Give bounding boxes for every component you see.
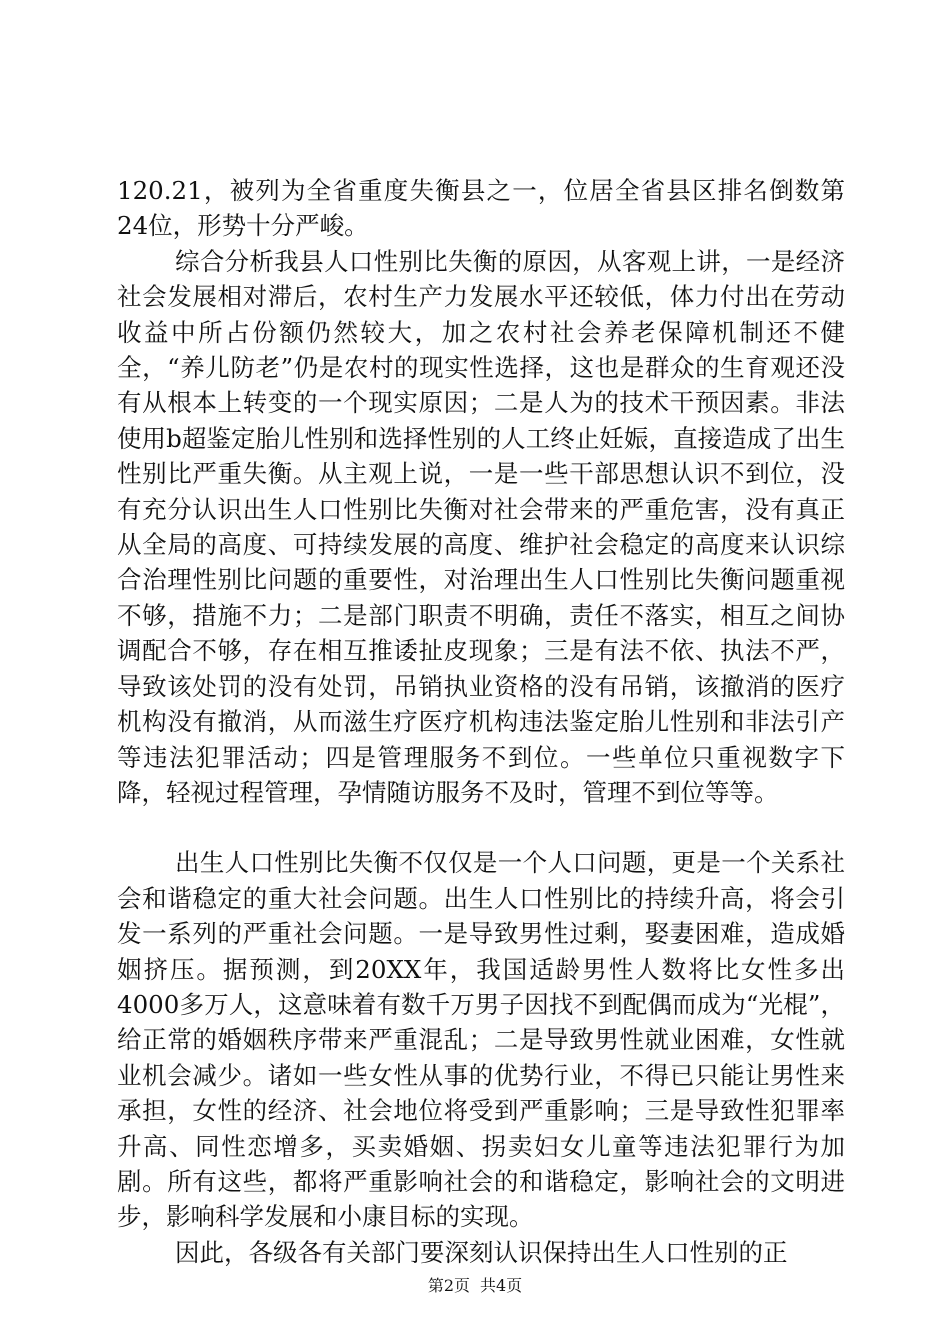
paragraph-causes: 综合分析我县人口性别比失衡的原因，从客观上讲，一是经济社会发展相对滞后，农村生产力发展水平还较低，体力付出在劳动收益中所占份额仍然较大，加之农村社会养老保障机制还不健全，“养儿防老”仍是农村的现实性选择，这也是群众的生育观还没有从根本上转变的一个现实原因；二是人为的技术干预因素。非法使用b超鉴定胎儿性别和选择性别的人工终止妊娠，直接造成了出生性别比严重失衡。从主观上说，一是一些干部思想认识不到位，没有充分认识出生人口性别比失衡对社会带来的严重危害，没有真正从全局的高度、可持续发展的高度、维护社会稳定的高度来认识综合治理性别比问题的重要性，对治理出生人口性别比失衡问题重视不够，措施不力；二是部门职责不明确，责任不落实，相互之间协调配合不够，存在相互推诿扯皮现象；三是有法不依、执法不严，导致该处罚的没有处罚，吊销执业资格的没有吊销，该撤消的医疗机构没有撤消，从而滋生疗医疗机构违法鉴定胎儿性别和非法引产等违法犯罪活动；四是管理服务不到位。一些单位只重视数字下降，轻视过程管理，孕情随访服务不及时，管理不到位等等。	[117, 246, 845, 807]
paragraph-conclusion: 因此，各级各有关部门要深刻认识保持出生人口性别的正	[175, 1237, 788, 1267]
page-footer	[0, 1276, 950, 1296]
document-body	[117, 173, 845, 1270]
page-total: 共4页	[480, 1276, 523, 1295]
paragraph-consequences: 出生人口性别比失衡不仅仅是一个人口问题，更是一个关系社会和谐稳定的重大社会问题。出生人口性别比的持续升高，将会引发一系列的严重社会问题。一是导致男性过剩，娶妻困难，造成婚姻挤压。据预测，到20XX年，我国适龄男性人数将比女性多出4000多万人，这意味着有数千万男子因找不到配偶而成为“光棍”，给正常的婚姻秩序带来严重混乱；二是导致男性就业困难，女性就业机会减少。诸如一些女性从事的优势行业，不得已只能让男性来承担，女性的经济、社会地位将受到严重影响；三是导致性犯罪率升高、同性恋增多，买卖婚姻、拐卖妇女儿童等违法犯罪行为加剧。所有这些，都将严重影响社会的和谐稳定，影响社会的文明进步，影响科学发展和小康目标的实现。	[117, 848, 845, 1232]
page-number: 第2页	[427, 1276, 470, 1295]
paragraph-continuation: 120.21，被列为全省重度失衡县之一，位居全省县区排名倒数第24位，形势十分严峻。	[117, 176, 845, 241]
